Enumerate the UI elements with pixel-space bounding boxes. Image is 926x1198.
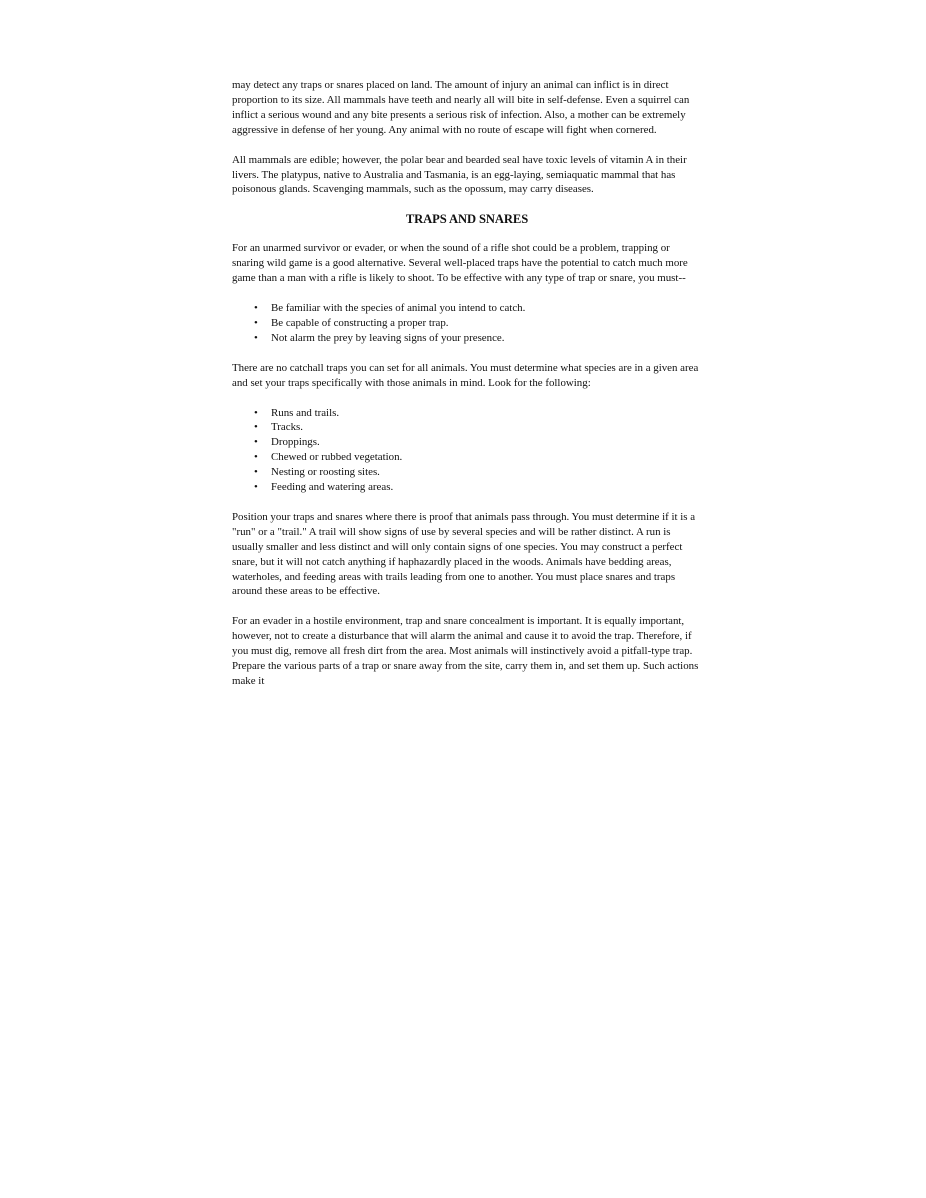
list-item-text: Nesting or roosting sites. [271,466,380,479]
paragraph-edible-mammals: All mammals are edible; however, the polar bear and bearded seal have toxic levels of vitamin A in their livers. The platypus, native to Australia and Tasmania, is an egg-laying, semiaquatic mammal that has poisonous glands. Scavenging mammals, such as the opossum, may carry diseases. [232,153,687,196]
requirements-list [232,301,702,346]
list-item-text: Be capable of constructing a proper trap. [271,316,449,329]
paragraph-animal-injury: may detect any traps or snares placed on land. The amount of injury an animal can inflict is in direct proportion to its size. All mammals have teeth and nearly all will bite in self-defense. Even a squirrel can inflict a serious wound and any bite presents a serious risk of infection. Also, a mother can be extremely aggressive in defense of her young. Any animal with no route of escape will fight when cornered. [232,79,690,136]
list-item [254,420,702,435]
paragraph-no-catchall: There are no catchall traps you can set for all animals. You must determine what species are in a given area and set your traps specifically with those animals in mind. Look for the following: [232,361,699,389]
bullet-icon: • [254,406,258,419]
list-item [254,480,702,495]
list-item-text: Be familiar with the species of animal you intend to catch. [271,301,526,314]
list-item [254,301,702,316]
paragraph-position-traps: Position your traps and snares where there is proof that animals pass through. You must determine if it is a "run" or a "trail." A trail will show signs of use by several species and will be rather distinct. A run is usually smaller and less distinct and will only contain signs of one species. You may construct a perfect snare, but it will not catch anything if haphazardly placed in the woods. Animals have bedding areas, waterholes, and feeding areas with trails leading from one to another. You must place snares and traps around these areas to be effective. [232,510,696,598]
paragraph-trapping-intro: For an unarmed survivor or evader, or when the sound of a rifle shot could be a problem, trapping or snaring wild game is a good alternative. Several well-placed traps have the potential to catch much more game than a man with a rifle is likely to shoot. To be effective with any type of trap or snare, you must-- [232,242,688,285]
bullet-icon: • [254,436,258,449]
list-item-text: Not alarm the prey by leaving signs of your presence. [271,331,505,344]
list-item [254,331,702,346]
list-item [254,406,702,421]
document-page [232,78,702,704]
list-item-text: Chewed or rubbed vegetation. [271,451,403,464]
bullet-icon: • [254,316,258,329]
section-heading: TRAPS AND SNARES [405,212,529,227]
bullet-icon: • [254,451,258,464]
list-item-text: Droppings. [271,436,320,449]
bullet-icon: • [254,481,258,494]
list-item-text: Feeding and watering areas. [271,481,394,494]
list-item [254,465,702,480]
list-item [254,450,702,465]
list-item-text: Runs and trails. [271,406,340,419]
list-item-text: Tracks. [271,421,303,434]
signs-list [232,406,702,495]
bullet-icon: • [254,331,258,344]
paragraph-concealment: For an evader in a hostile environment, trap and snare concealment is important. It is equally important, however, not to create a disturbance that will alarm the animal and cause it to avoid the trap. Therefore, if you must dig, remove all fresh dirt from the area. Most animals will instinctively avoid a pitfall-type trap. Prepare the various parts of a trap or snare away from the site, carry them in, and set them up. Such actions make it [232,615,699,687]
bullet-icon: • [254,466,258,479]
bullet-icon: • [254,421,258,434]
list-item [254,316,702,331]
bullet-icon: • [254,301,258,314]
list-item [254,435,702,450]
